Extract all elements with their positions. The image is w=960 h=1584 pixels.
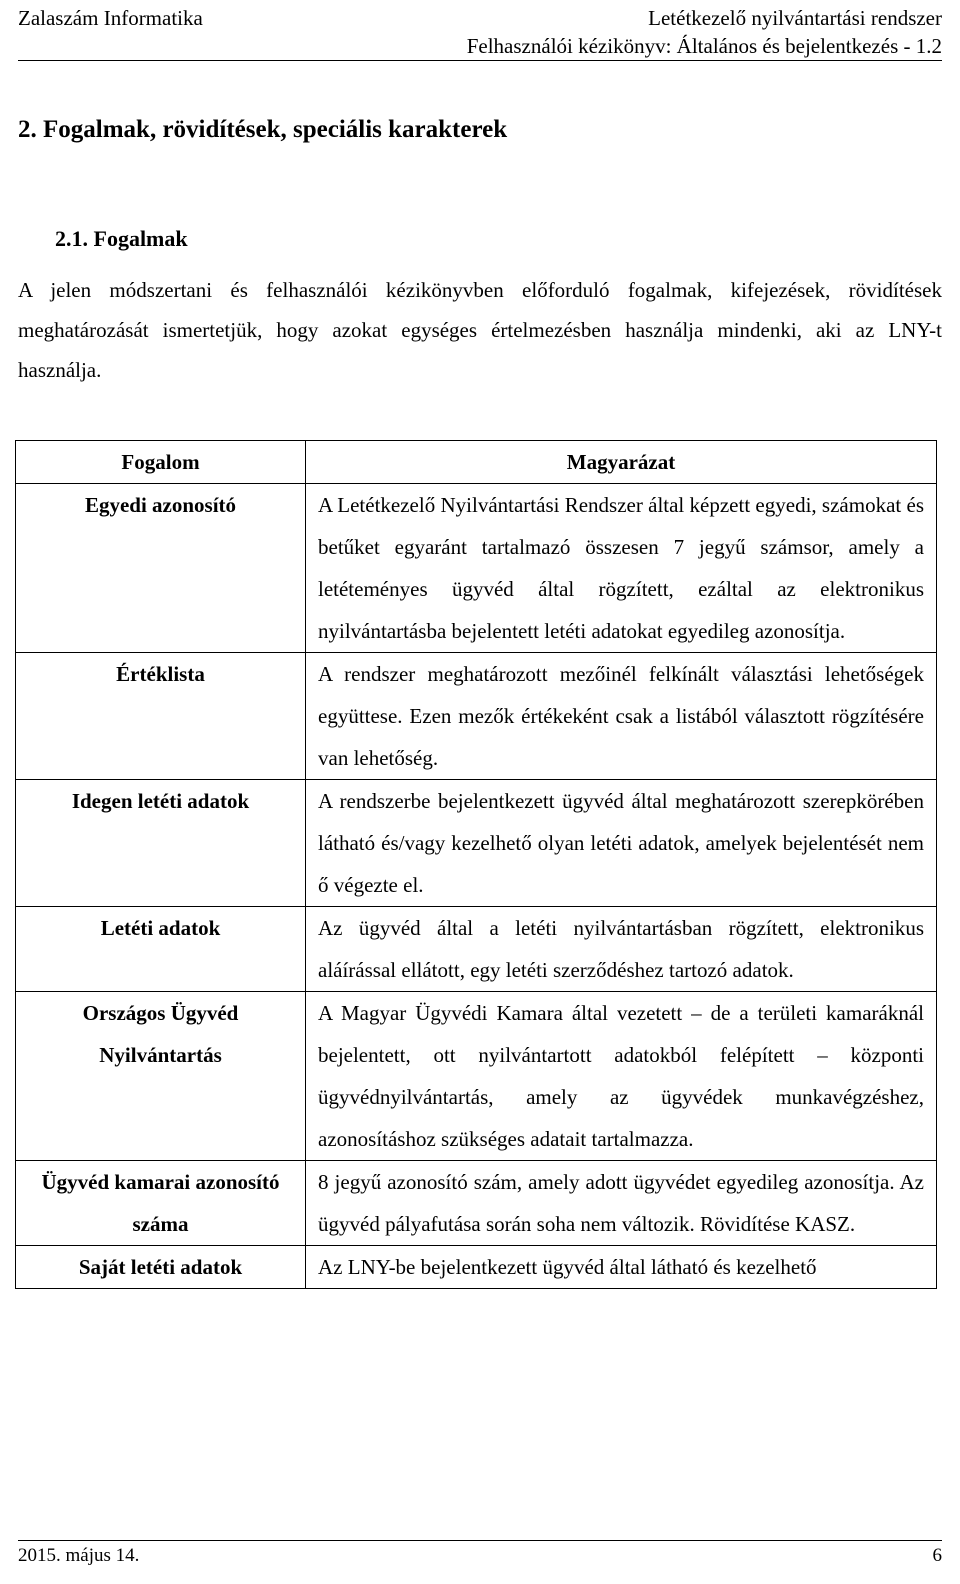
header-explanation: Magyarázat: [306, 441, 937, 484]
table-row: [16, 484, 937, 653]
intro-paragraph: A jelen módszertani és felhasználói kézikönyvben előforduló fogalmak, kifejezések, rövidítések meghatározását ismertetjük, hogy azokat egységes értelmezésben használja mindenki, aki az LNY-t használja.: [18, 278, 942, 382]
terms-table: [15, 440, 937, 1289]
term-cell: Letéti adatok: [16, 907, 306, 992]
header-term: Fogalom: [16, 441, 306, 484]
table-row: [16, 992, 937, 1161]
header-right: [467, 4, 942, 60]
footer-date: 2015. május 14.: [18, 1545, 140, 1566]
page-number: 6: [932, 1545, 942, 1566]
table-row: [16, 780, 937, 907]
page-header: [18, 4, 942, 61]
table-row: [16, 1246, 937, 1289]
definition-cell: A rendszer meghatározott mezőinél felkínált választási lehetőségek együttese. Ezen mezők értékeként csak a listából választott rögzítésére van lehetőség.: [306, 653, 937, 780]
page-footer: [18, 1540, 942, 1567]
definition-cell: A rendszerbe bejelentkezett ügyvéd által meghatározott szerepkörében látható és/vagy kezelhető olyan letéti adatok, amelyek bejelentését nem ő végezte el.: [306, 780, 937, 907]
definition-cell: 8 jegyű azonosító szám, amely adott ügyvédet egyedileg azonosítja. Az ügyvéd pályafutása során soha nem változik. Rövidítése KASZ.: [306, 1161, 937, 1246]
section-title: 2. Fogalmak, rövidítések, speciális karakterek: [18, 116, 508, 143]
definition-cell: A Letétkezelő Nyilvántartási Rendszer által képzett egyedi, számokat és betűket egyaránt tartalmazó összesen 7 jegyű számsor, amely a letéteményes ügyvéd által rögzített, ezáltal az elektronikus nyilvántartásba bejelentett letéti adatokat egyedileg azonosítja.: [306, 484, 937, 653]
definition-cell: A Magyar Ügyvédi Kamara által vezetett – de a területi kamaráknál bejelentett, ott nyilvántartott adatokból felépített – központi ügyvédnyilvántartás, amely az ügyvédek munkavégzéshez, azonosításhoz szükséges adatait tartalmazza.: [306, 992, 937, 1161]
header-manual: Felhasználói kézikönyv: Általános és bejelentkezés - 1.2: [466, 34, 942, 58]
term-cell: Ügyvéd kamarai azonosító száma: [16, 1161, 306, 1246]
subsection-title: 2.1. Fogalmak: [55, 226, 188, 251]
definition-cell: Az LNY-be bejelentkezett ügyvéd által látható és kezelhető: [306, 1246, 937, 1289]
term-cell: Egyedi azonosító: [16, 484, 306, 653]
header-system: Letétkezelő nyilvántartási rendszer: [648, 6, 942, 30]
table-header-row: [16, 441, 937, 484]
definition-cell: Az ügyvéd által a letéti nyilvántartásban rögzített, elektronikus aláírással ellátott, egy letéti szerződéshez tartozó adatok.: [306, 907, 937, 992]
term-cell: Saját letéti adatok: [16, 1246, 306, 1289]
term-cell: Idegen letéti adatok: [16, 780, 306, 907]
table-row: [16, 1161, 937, 1246]
term-cell: Értéklista: [16, 653, 306, 780]
term-cell: Országos Ügyvéd Nyilvántartás: [16, 992, 306, 1161]
table-row: [16, 907, 937, 992]
header-company: Zalaszám Informatika: [18, 6, 203, 30]
table-row: [16, 653, 937, 780]
